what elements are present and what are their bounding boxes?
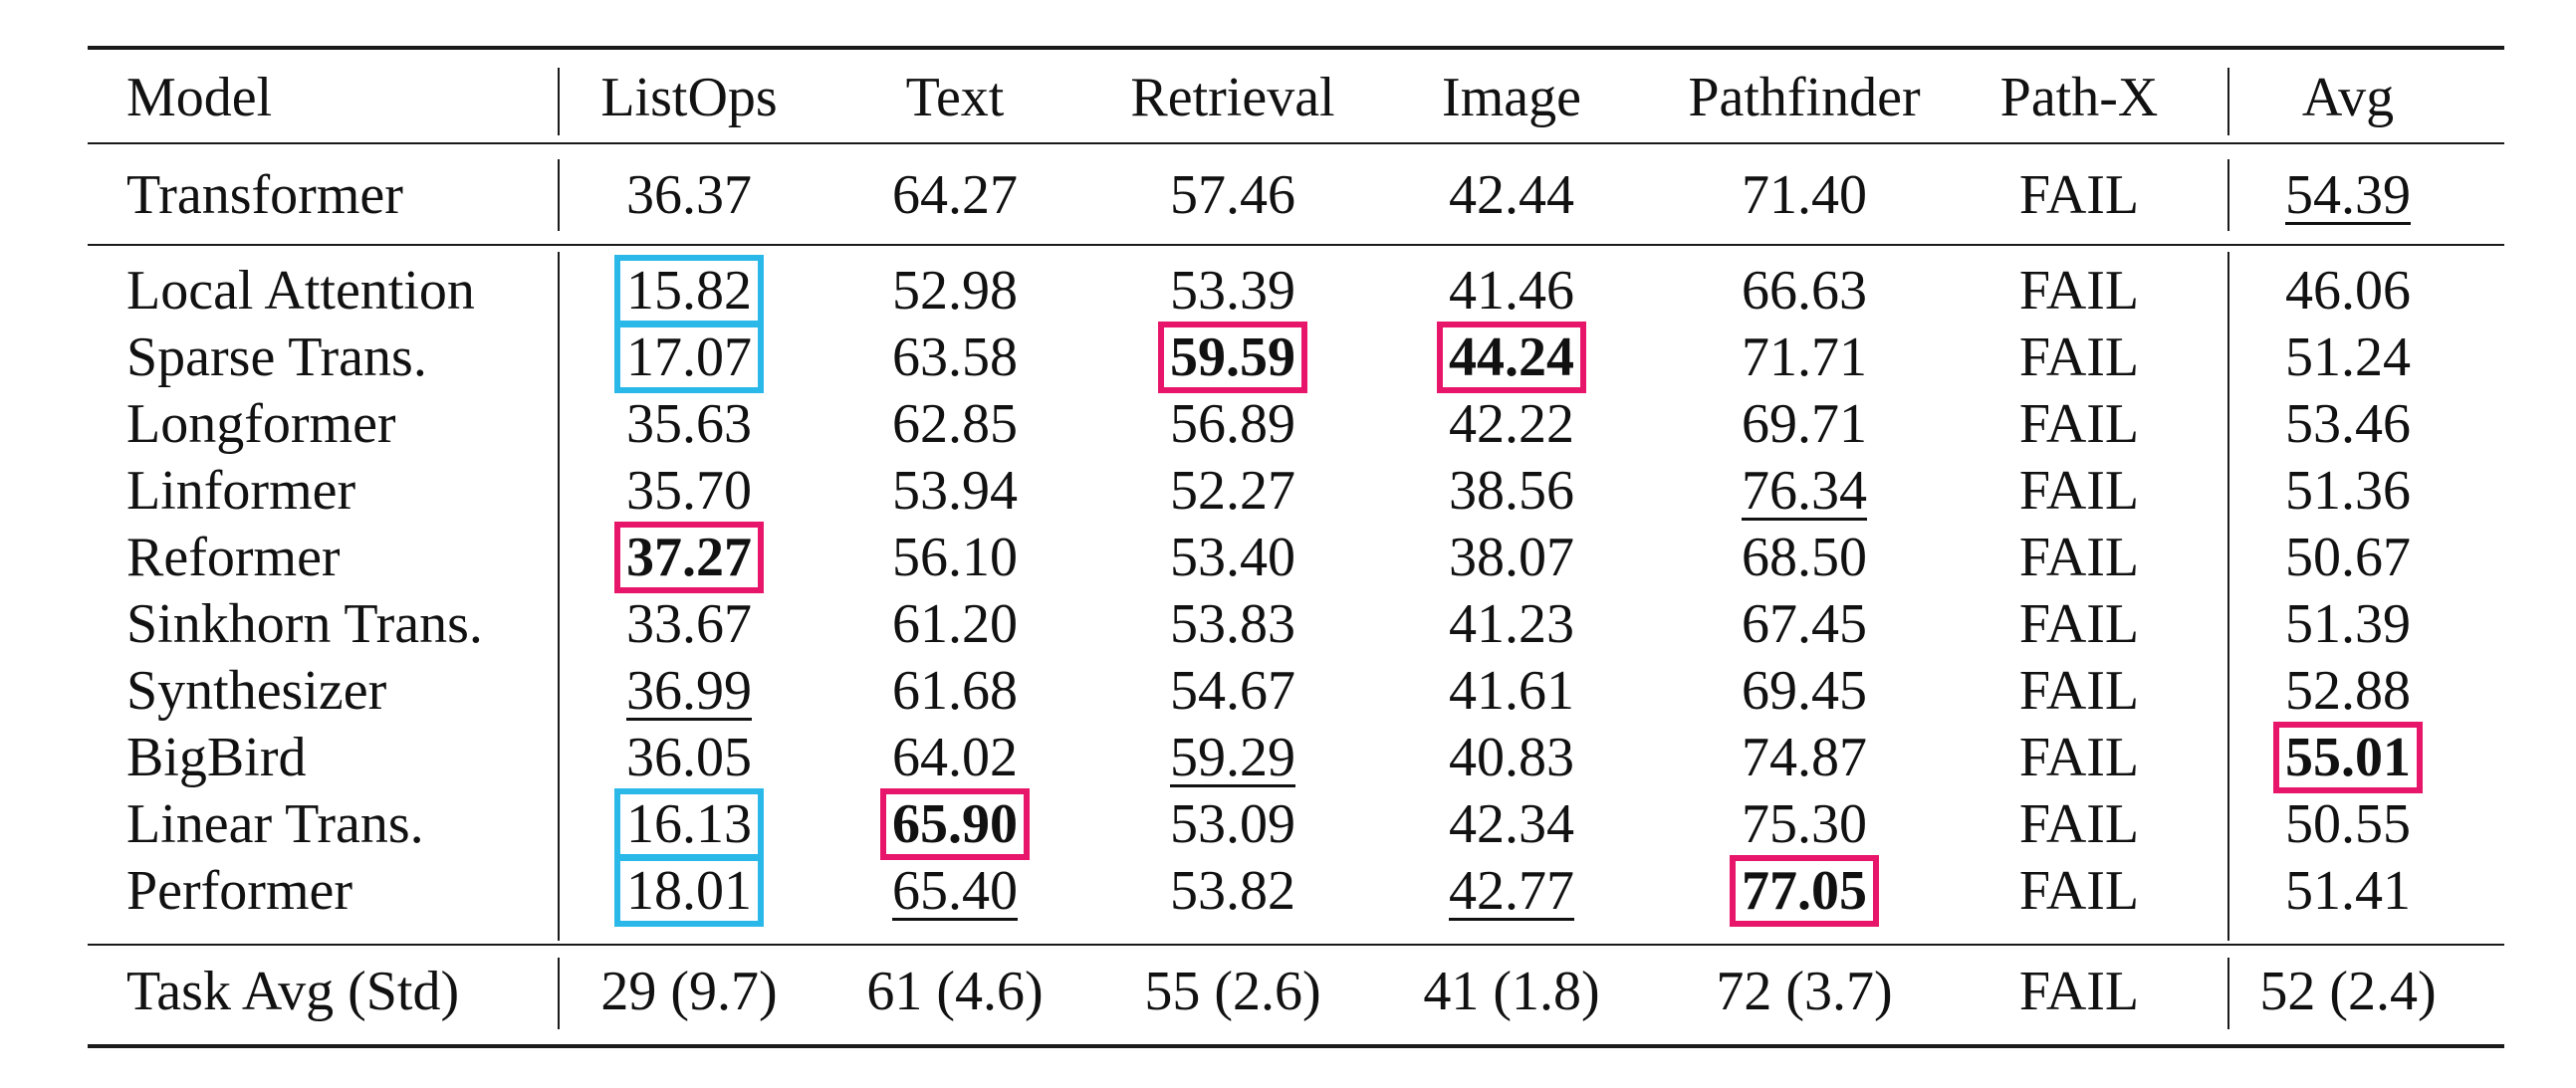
table-row [0,724,2576,791]
column-header-model: Model [126,67,273,128]
cell-path-x: FAIL [2018,260,2140,322]
cell-listops: 36.05 [626,727,752,788]
cell-text: 61 (4.6) [866,961,1044,1022]
table-row [0,457,2576,525]
column-header-avg: Avg [2301,67,2395,128]
cell-path-x: FAIL [2018,660,2140,722]
cell-text: 53.94 [892,460,1018,522]
cell-listops: 16.13 [626,793,752,855]
model-name: Longformer [126,393,396,455]
cell-image: 40.83 [1449,727,1574,788]
cell-pathfinder: 72 (3.7) [1716,961,1893,1022]
cell-pathfinder: 74.87 [1742,727,1867,788]
cell-pathfinder: 68.50 [1742,527,1867,588]
cell-retrieval: 56.89 [1170,393,1295,455]
cell-path-x: FAIL [2018,961,2140,1022]
cell-path-x: FAIL [2018,164,2140,226]
cell-listops: 37.27 [626,527,752,588]
header-row [0,64,2576,131]
cell-listops: 36.99 [626,660,752,722]
cell-retrieval: 59.59 [1170,326,1295,388]
cell-retrieval: 54.67 [1170,660,1295,722]
cell-image: 44.24 [1449,326,1574,388]
cell-avg: 50.67 [2285,527,2411,588]
cell-pathfinder: 76.34 [1742,460,1867,522]
cell-text: 65.90 [892,793,1018,855]
cell-pathfinder: 75.30 [1742,793,1867,855]
cell-listops: 35.70 [626,460,752,522]
model-name: Performer [126,860,353,922]
baseline-row [0,161,2576,229]
table-row [0,257,2576,325]
cell-listops: 17.07 [626,326,752,388]
cell-path-x: FAIL [2018,593,2140,655]
cell-retrieval: 53.40 [1170,527,1295,588]
cell-listops: 36.37 [626,164,752,226]
column-header-listops: ListOps [600,67,778,128]
cell-pathfinder: 67.45 [1742,593,1867,655]
cell-avg: 51.24 [2285,326,2411,388]
cell-avg: 52.88 [2285,660,2411,722]
table-row [0,790,2576,858]
cell-avg: 46.06 [2285,260,2411,322]
model-name: Reformer [126,527,341,588]
cell-text: 64.27 [892,164,1018,226]
cell-text: 62.85 [892,393,1018,455]
cell-path-x: FAIL [2018,460,2140,522]
column-header-text: Text [905,67,1005,128]
column-header-path-x: Path-X [1999,67,2159,128]
cell-text: 61.20 [892,593,1018,655]
cell-avg: 51.36 [2285,460,2411,522]
cell-text: 56.10 [892,527,1018,588]
baseline-rule [88,244,2504,246]
model-name: Synthesizer [126,660,387,722]
cell-retrieval: 53.82 [1170,860,1295,922]
cell-pathfinder: 71.71 [1742,326,1867,388]
model-name: Linear Trans. [126,793,424,855]
table-row [0,590,2576,658]
cell-listops: 35.63 [626,393,752,455]
cell-image: 42.77 [1449,860,1574,922]
table-row [0,657,2576,725]
cell-image: 42.22 [1449,393,1574,455]
model-name: Linformer [126,460,356,522]
cell-retrieval: 53.83 [1170,593,1295,655]
cell-text: 52.98 [892,260,1018,322]
cell-image: 42.44 [1449,164,1574,226]
cell-listops: 29 (9.7) [600,961,778,1022]
cell-retrieval: 52.27 [1170,460,1295,522]
cell-pathfinder: 66.63 [1742,260,1867,322]
table-row [0,857,2576,925]
model-name: Sinkhorn Trans. [126,593,483,655]
cell-path-x: FAIL [2018,727,2140,788]
model-name: Task Avg (Std) [126,961,460,1022]
cell-avg: 55.01 [2285,727,2411,788]
table-row [0,390,2576,458]
cell-retrieval: 55 (2.6) [1144,961,1321,1022]
cell-path-x: FAIL [2018,393,2140,455]
cell-avg: 50.55 [2285,793,2411,855]
cell-image: 42.34 [1449,793,1574,855]
cell-image: 41 (1.8) [1423,961,1600,1022]
cell-pathfinder: 69.45 [1742,660,1867,722]
cell-pathfinder: 71.40 [1742,164,1867,226]
cell-image: 41.46 [1449,260,1574,322]
cell-path-x: FAIL [2018,860,2140,922]
cell-avg: 52 (2.4) [2259,961,2437,1022]
cell-retrieval: 57.46 [1170,164,1295,226]
model-name: BigBird [126,727,307,788]
cell-path-x: FAIL [2018,527,2140,588]
cell-avg: 53.46 [2285,393,2411,455]
cell-text: 64.02 [892,727,1018,788]
table-row [0,324,2576,391]
cell-pathfinder: 69.71 [1742,393,1867,455]
model-name: Transformer [126,164,403,226]
bottom-rule [88,1044,2504,1048]
cell-retrieval: 53.39 [1170,260,1295,322]
header-rule [88,142,2504,144]
cell-image: 41.61 [1449,660,1574,722]
cell-text: 65.40 [892,860,1018,922]
table-row [0,524,2576,591]
column-header-image: Image [1442,67,1581,128]
column-header-retrieval: Retrieval [1130,67,1335,128]
cell-text: 61.68 [892,660,1018,722]
cell-avg: 51.41 [2285,860,2411,922]
cell-image: 38.56 [1449,460,1574,522]
model-name: Sparse Trans. [126,326,427,388]
cell-text: 63.58 [892,326,1018,388]
cell-listops: 33.67 [626,593,752,655]
cell-path-x: FAIL [2018,793,2140,855]
cell-retrieval: 59.29 [1170,727,1295,788]
summary-rule [88,944,2504,946]
cell-pathfinder: 77.05 [1742,860,1867,922]
top-rule [88,46,2504,50]
cell-listops: 18.01 [626,860,752,922]
cell-avg: 51.39 [2285,593,2411,655]
cell-avg: 54.39 [2285,164,2411,226]
summary-row [0,958,2576,1025]
cell-retrieval: 53.09 [1170,793,1295,855]
cell-listops: 15.82 [626,260,752,322]
cell-image: 38.07 [1449,527,1574,588]
cell-path-x: FAIL [2018,326,2140,388]
column-header-pathfinder: Pathfinder [1688,67,1921,128]
model-name: Local Attention [126,260,475,322]
cell-image: 41.23 [1449,593,1574,655]
